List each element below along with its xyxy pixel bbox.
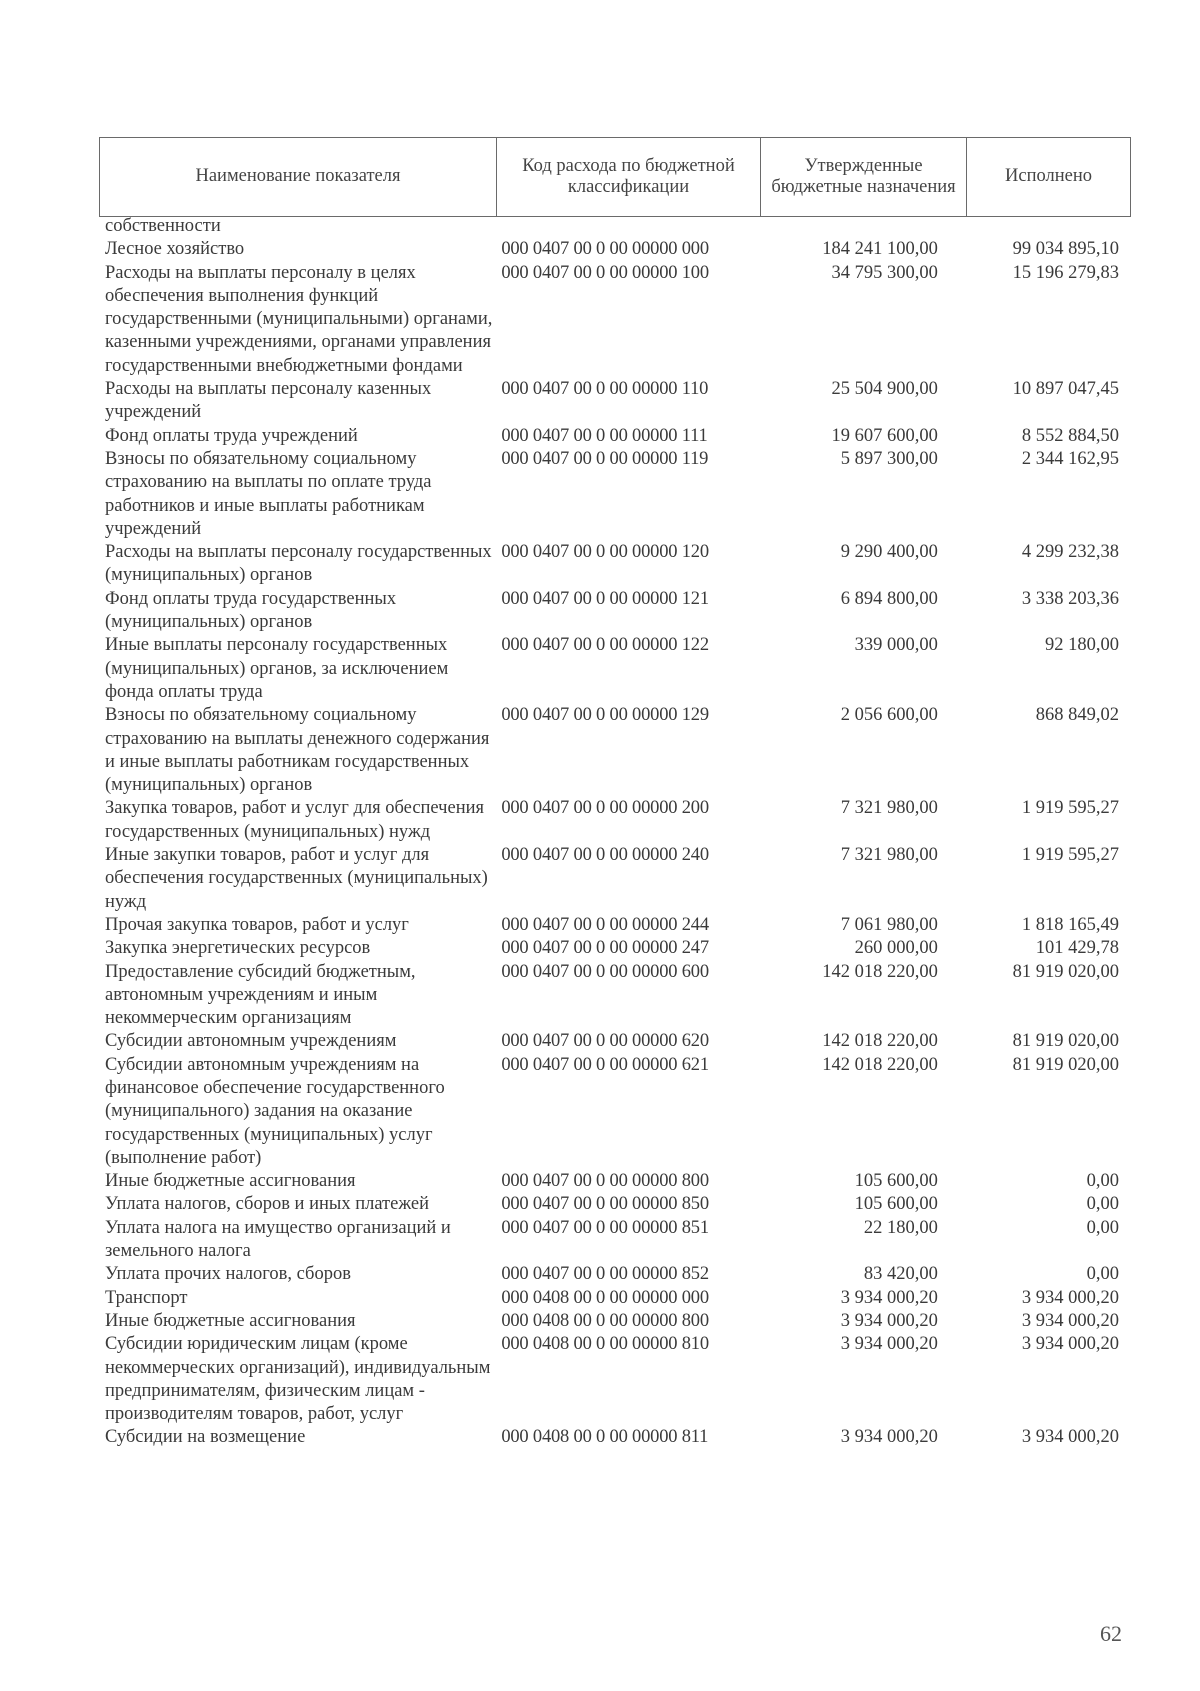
cell-executed: 3 338 203,36	[1021, 588, 1119, 609]
cell-code: 000 0407 00 0 00 00000 119	[501, 448, 709, 469]
cell-approved: 2 056 600,00	[840, 705, 938, 726]
cell-executed: 8 552 884,50	[1021, 425, 1119, 446]
cell-executed: 101 429,78	[1035, 938, 1119, 959]
cell-approved: 22 180,00	[863, 1217, 938, 1238]
cell-code: 000 0407 00 0 00 00000 621	[501, 1054, 709, 1075]
cell-name: Расходы на выплаты персоналу государственных (муниципальных) органов	[105, 542, 492, 586]
cell-code: 000 0407 00 0 00 00000 852	[501, 1264, 709, 1285]
table-row	[105, 1310, 1125, 1333]
cell-name: Лесное хозяйство	[105, 239, 245, 260]
cell-code: 000 0407 00 0 00 00000 120	[501, 542, 709, 563]
table-row	[105, 844, 1125, 914]
cell-approved: 3 934 000,20	[840, 1287, 938, 1308]
table-row	[105, 1030, 1125, 1053]
cell-code: 000 0407 00 0 00 00000 129	[501, 705, 709, 726]
table-row	[105, 1170, 1125, 1193]
cell-code: 000 0407 00 0 00 00000 851	[501, 1217, 709, 1238]
table-row	[105, 448, 1125, 541]
table-row	[105, 1193, 1125, 1216]
table-row	[105, 588, 1125, 635]
cell-executed: 15 196 279,83	[1012, 262, 1119, 283]
cell-code: 000 0407 00 0 00 00000 247	[501, 938, 709, 959]
table-row	[105, 425, 1125, 448]
budget-table	[105, 215, 1125, 1450]
cell-approved: 339 000,00	[854, 635, 938, 656]
cell-name: Субсидии автономным учреждениям на финансовое обеспечение государственного (муниципального) задания на оказание государственных (муниципальных) услуг (выполнение работ)	[105, 1054, 445, 1168]
cell-code: 000 0407 00 0 00 00000 111	[501, 425, 708, 446]
cell-code: 000 0407 00 0 00 00000 121	[501, 588, 709, 609]
cell-approved: 6 894 800,00	[840, 588, 938, 609]
cell-executed: 3 934 000,20	[1021, 1427, 1119, 1448]
table-row	[105, 1333, 1125, 1426]
cell-name: Прочая закупка товаров, работ и услуг	[105, 914, 409, 935]
cell-name: Взносы по обязательному социальному страхованию на выплаты денежного содержания и иные выплаты работникам государственных (муниципальных) органов	[105, 705, 490, 796]
table-row	[105, 1217, 1125, 1264]
cell-code: 000 0408 00 0 00 00000 000	[501, 1287, 709, 1308]
table-row	[105, 1426, 1125, 1449]
cell-name: Транспорт	[105, 1287, 188, 1308]
table-row	[105, 1287, 1125, 1310]
cell-approved: 142 018 220,00	[822, 1031, 938, 1052]
header-name: Наименование показателя	[100, 138, 497, 217]
cell-approved: 25 504 900,00	[831, 379, 938, 400]
cell-name: Уплата налогов, сборов и иных платежей	[105, 1194, 430, 1215]
cell-executed: 10 897 047,45	[1012, 379, 1119, 400]
cell-executed: 0,00	[1086, 1264, 1119, 1285]
cell-name: Фонд оплаты труда учреждений	[105, 425, 358, 446]
cell-name: Взносы по обязательному социальному страхованию на выплаты по оплате труда работников и иные выплаты работникам учреждений	[105, 448, 432, 539]
cell-approved: 5 897 300,00	[840, 448, 938, 469]
table-row	[105, 634, 1125, 704]
cell-executed: 92 180,00	[1045, 635, 1119, 656]
table-row	[105, 1054, 1125, 1170]
cell-name: Закупка товаров, работ и услуг для обеспечения государственных (муниципальных) нужд	[105, 798, 485, 842]
cell-name: собственности	[105, 216, 221, 236]
header-code: Код расхода по бюджетной классификации	[497, 138, 761, 217]
cell-name: Закупка энергетических ресурсов	[105, 938, 371, 959]
cell-approved: 34 795 300,00	[831, 262, 938, 283]
page-number: 62	[1100, 1621, 1122, 1646]
cell-name: Уплата прочих налогов, сборов	[105, 1264, 351, 1285]
table-row	[105, 961, 1125, 1031]
cell-executed: 81 919 020,00	[1012, 1054, 1119, 1075]
table-row	[105, 238, 1125, 261]
cell-name: Иные выплаты персоналу государственных (муниципальных) органов, за исключением фонда оплаты труда	[105, 635, 449, 702]
cell-executed: 0,00	[1086, 1217, 1119, 1238]
cell-executed: 0,00	[1086, 1171, 1119, 1192]
cell-executed: 2 344 162,95	[1021, 448, 1119, 469]
cell-executed: 81 919 020,00	[1012, 961, 1119, 982]
table-row	[105, 378, 1125, 425]
cell-code	[501, 215, 742, 238]
table-row	[105, 215, 1125, 238]
cell-code: 000 0407 00 0 00 00000 850	[501, 1194, 709, 1215]
cell-executed	[938, 215, 1125, 238]
cell-code: 000 0407 00 0 00 00000 240	[501, 845, 709, 866]
cell-name: Субсидии автономным учреждениям	[105, 1031, 397, 1052]
cell-name: Расходы на выплаты персоналу в целях обеспечения выполнения функций государственными (муниципальными) органами, казенными учреждениями, органами управления государственными внебюджетными фондами	[105, 262, 493, 376]
cell-code: 000 0407 00 0 00 00000 620	[501, 1031, 709, 1052]
cell-name: Предоставление субсидий бюджетным, автономным учреждениям и иным некоммерческим организациям	[105, 961, 416, 1029]
cell-approved: 83 420,00	[863, 1264, 938, 1285]
cell-executed: 1 818 165,49	[1021, 914, 1119, 935]
cell-name: Фонд оплаты труда государственных (муниципальных) органов	[105, 588, 397, 633]
cell-code: 000 0407 00 0 00 00000 200	[501, 798, 709, 819]
cell-approved: 3 934 000,20	[840, 1427, 938, 1448]
header-approved: Утвержденные бюджетные назначения	[761, 138, 967, 217]
cell-name: Субсидии на возмещение	[105, 1427, 306, 1448]
cell-code: 000 0408 00 0 00 00000 811	[501, 1427, 709, 1448]
cell-code: 000 0407 00 0 00 00000 600	[501, 961, 709, 982]
cell-approved: 184 241 100,00	[822, 239, 938, 260]
cell-approved: 3 934 000,20	[840, 1334, 938, 1355]
cell-executed: 1 919 595,27	[1021, 845, 1119, 866]
cell-approved: 7 321 980,00	[840, 798, 938, 819]
cell-code: 000 0407 00 0 00 00000 244	[501, 914, 709, 935]
cell-executed: 0,00	[1086, 1194, 1119, 1215]
table-row	[105, 262, 1125, 378]
cell-executed: 3 934 000,20	[1021, 1334, 1119, 1355]
table-row	[105, 541, 1125, 588]
cell-approved: 9 290 400,00	[840, 542, 938, 563]
table-header	[99, 137, 1131, 217]
cell-executed: 81 919 020,00	[1012, 1031, 1119, 1052]
cell-code: 000 0407 00 0 00 00000 800	[501, 1171, 709, 1192]
cell-approved: 105 600,00	[854, 1194, 938, 1215]
cell-approved: 7 061 980,00	[840, 914, 938, 935]
table-row	[105, 704, 1125, 797]
cell-executed: 99 034 895,10	[1012, 239, 1119, 260]
cell-name: Субсидии юридическим лицам (кроме некоммерческих организаций), индивидуальным предпринимателям, физическим лицам - производителям товаров, работ, услуг	[105, 1334, 491, 1425]
cell-approved: 260 000,00	[854, 938, 938, 959]
cell-code: 000 0407 00 0 00 00000 100	[501, 262, 709, 283]
cell-approved: 3 934 000,20	[840, 1310, 938, 1331]
cell-code: 000 0407 00 0 00 00000 000	[501, 239, 709, 260]
cell-name: Иные бюджетные ассигнования	[105, 1171, 356, 1192]
cell-code: 000 0408 00 0 00 00000 810	[501, 1334, 709, 1355]
table-row	[105, 797, 1125, 844]
cell-name: Иные бюджетные ассигнования	[105, 1310, 356, 1331]
cell-approved: 142 018 220,00	[822, 1054, 938, 1075]
cell-name: Иные закупки товаров, работ и услуг для обеспечения государственных (муниципальных) нужд	[105, 845, 488, 912]
table-row	[105, 1263, 1125, 1286]
cell-executed: 868 849,02	[1035, 705, 1119, 726]
cell-executed: 1 919 595,27	[1021, 798, 1119, 819]
header-executed: Исполнено	[967, 138, 1131, 217]
cell-name: Расходы на выплаты персоналу казенных учреждений	[105, 379, 432, 423]
cell-executed: 3 934 000,20	[1021, 1310, 1119, 1331]
cell-approved: 7 321 980,00	[840, 845, 938, 866]
cell-code: 000 0408 00 0 00 00000 800	[501, 1310, 709, 1331]
cell-approved: 19 607 600,00	[831, 425, 938, 446]
cell-executed: 3 934 000,20	[1021, 1287, 1119, 1308]
table-row	[105, 914, 1125, 937]
cell-executed: 4 299 232,38	[1021, 542, 1119, 563]
table-row	[105, 937, 1125, 960]
cell-approved	[743, 215, 938, 238]
cell-code: 000 0407 00 0 00 00000 110	[501, 379, 709, 400]
cell-approved: 142 018 220,00	[822, 961, 938, 982]
cell-name: Уплата налога на имущество организаций и земельного налога	[105, 1217, 451, 1262]
cell-approved: 105 600,00	[854, 1171, 938, 1192]
cell-code: 000 0407 00 0 00 00000 122	[501, 635, 709, 656]
